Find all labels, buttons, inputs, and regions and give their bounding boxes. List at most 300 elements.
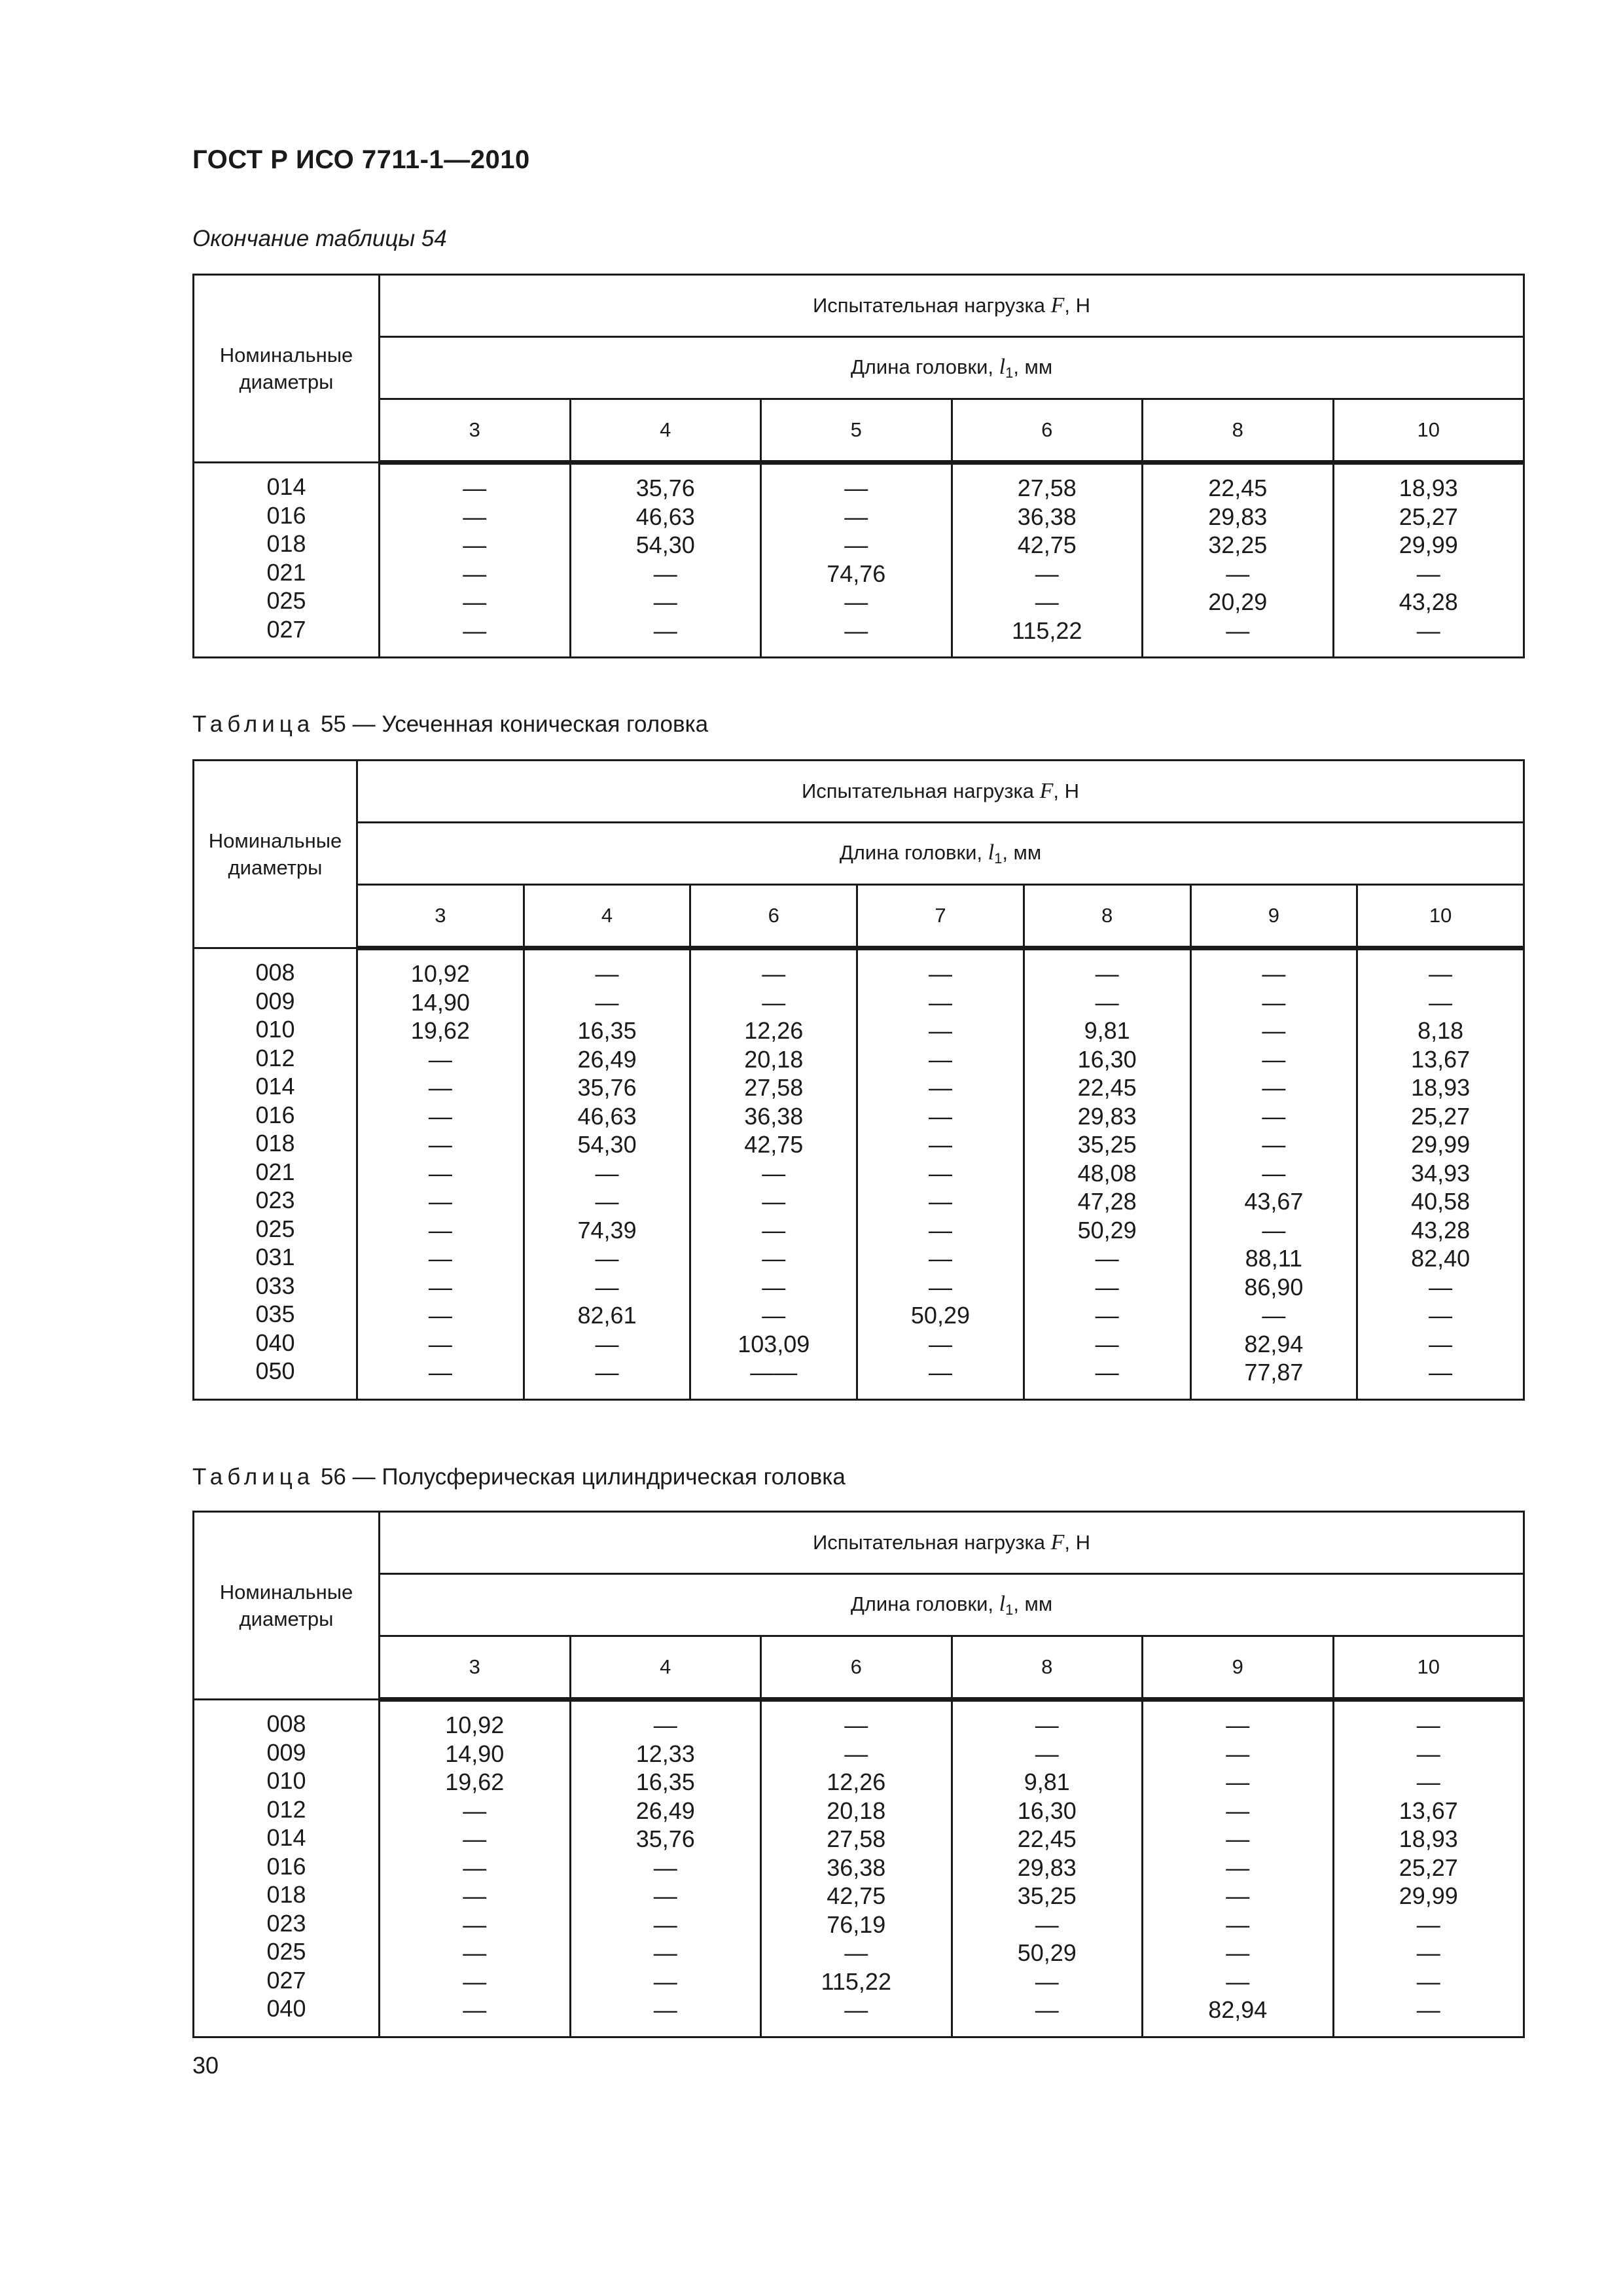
load-value: 13,67 — [1411, 1045, 1471, 1073]
table55-caption-word: Таблица — [192, 711, 315, 737]
load-value: — — [1035, 1740, 1059, 1767]
length-header — [380, 1574, 1524, 1636]
load-value: — — [428, 1245, 452, 1272]
load-value: — — [463, 1939, 487, 1966]
load-value: 18,93 — [1399, 1825, 1458, 1852]
load-value: — — [1429, 1302, 1453, 1329]
document-code: ГОСТ Р ИСО 7711-1—2010 — [192, 145, 530, 174]
load-value: 42,75 — [744, 1131, 804, 1158]
diameter-value: 008 — [255, 959, 295, 986]
diameter-cell — [194, 1700, 380, 2037]
load-value: — — [928, 1188, 952, 1215]
diameter-value: 012 — [255, 1044, 295, 1071]
diameter-cell — [194, 948, 357, 1400]
load-value: — — [463, 503, 487, 530]
diameter-value: 014 — [266, 1824, 306, 1851]
value-cell — [1143, 1700, 1334, 2037]
load-value: — — [428, 1074, 452, 1101]
value-cell — [952, 1700, 1143, 2037]
value-cell — [1333, 1700, 1524, 2037]
load-value: — — [1095, 1359, 1119, 1386]
column-header: 8 — [1143, 399, 1334, 463]
column-header: 3 — [380, 1636, 571, 1700]
load-value: — — [844, 1996, 868, 2023]
load-value: 103,09 — [738, 1330, 810, 1357]
load-value: — — [1416, 1939, 1440, 1966]
diameter-value: 031 — [255, 1244, 295, 1270]
load-value: — — [463, 1854, 487, 1881]
value-cell — [380, 1700, 571, 2037]
load-value: 29,83 — [1208, 503, 1268, 530]
load-value: 19,62 — [445, 1768, 505, 1795]
table-row — [194, 948, 1524, 1400]
load-value: — — [463, 1996, 487, 2023]
load-value: 47,28 — [1077, 1188, 1137, 1215]
diameter-value: 008 — [266, 1710, 306, 1737]
load-value: — — [428, 1159, 452, 1187]
table55-caption — [192, 711, 708, 738]
load-value: 50,29 — [1017, 1939, 1077, 1966]
diameter-value: 025 — [255, 1215, 295, 1242]
diameter-value: 033 — [255, 1272, 295, 1299]
load-value: 54,30 — [577, 1131, 637, 1158]
load-value: — — [844, 1740, 868, 1767]
table55-caption-title: 55 — Усеченная коническая головка — [314, 711, 709, 737]
load-value: — — [1262, 1017, 1286, 1044]
table56-caption-title: 56 — Полусферическая цилиндрическая головка — [314, 1464, 846, 1490]
load-value: — — [844, 617, 868, 644]
load-value: 29,83 — [1077, 1102, 1137, 1130]
load-value: — — [1226, 1882, 1250, 1909]
load-value: — — [428, 1273, 452, 1300]
column-header: 3 — [357, 885, 524, 948]
table56-caption — [192, 1464, 846, 1490]
load-value: 12,33 — [635, 1740, 695, 1767]
load-value: — — [1035, 1712, 1059, 1738]
diameter-value: 016 — [266, 501, 306, 529]
load-value: — — [1429, 1330, 1453, 1357]
load-value: 32,25 — [1208, 531, 1268, 558]
load-value: — — [1429, 960, 1453, 987]
load-value: — — [1095, 960, 1119, 987]
load-value: — — [762, 1245, 786, 1272]
diameter-value: 023 — [255, 1187, 295, 1213]
length-header-unit: , мм — [1002, 840, 1042, 864]
column-header: 6 — [952, 399, 1143, 463]
load-value: — — [1262, 988, 1286, 1016]
diameter-value: 040 — [255, 1329, 295, 1356]
table-56 — [192, 1511, 1525, 2038]
value-cell — [570, 463, 761, 658]
load-value: — — [1226, 1797, 1250, 1824]
load-value: — — [1262, 1102, 1286, 1130]
load-value: — — [428, 1102, 452, 1130]
load-value: — — [595, 1330, 619, 1357]
table-55 — [192, 759, 1525, 1401]
load-value: 86,90 — [1244, 1273, 1304, 1300]
column-header: 9 — [1143, 1636, 1334, 1700]
load-value: — — [653, 1939, 677, 1966]
load-value: — — [1226, 1768, 1250, 1795]
load-value: — — [595, 988, 619, 1016]
value-cell — [1357, 948, 1524, 1400]
page-number: 30 — [192, 2052, 219, 2079]
load-header — [357, 761, 1524, 823]
value-cell — [524, 948, 690, 1400]
load-value: — — [653, 1996, 677, 2023]
value-cell — [761, 463, 952, 658]
load-value: 115,22 — [1012, 617, 1082, 644]
load-value: 50,29 — [1077, 1216, 1137, 1244]
load-header-unit: , Н — [1053, 780, 1080, 802]
length-header-text: Длина головки, — [850, 355, 999, 378]
length-header-unit: , мм — [1013, 1592, 1053, 1615]
load-value: 43,67 — [1244, 1188, 1304, 1215]
column-header: 7 — [857, 885, 1024, 948]
load-value: — — [762, 960, 786, 987]
diameter-header-line1: Номинальные — [219, 1581, 353, 1604]
load-value: — — [762, 1302, 786, 1329]
load-value: — — [928, 1330, 952, 1357]
load-value: — — [653, 1967, 677, 1995]
load-value: — — [928, 1359, 952, 1386]
load-value: — — [844, 531, 868, 558]
load-value: — — [428, 1359, 452, 1386]
header-row-length — [194, 823, 1524, 885]
load-value: 46,63 — [577, 1102, 637, 1130]
load-value: — — [928, 960, 952, 987]
length-header — [380, 337, 1524, 399]
column-header: 4 — [524, 885, 690, 948]
diameter-header — [194, 275, 380, 463]
load-value: 76,19 — [827, 1910, 886, 1938]
load-value: — — [1226, 1740, 1250, 1767]
load-value: — — [595, 1159, 619, 1187]
value-cell — [761, 1700, 952, 2037]
column-header: 10 — [1333, 399, 1524, 463]
load-value: — — [928, 1245, 952, 1272]
load-value: — — [1416, 1768, 1440, 1795]
load-value: — — [1095, 988, 1119, 1016]
table56-caption-word: Таблица — [192, 1464, 315, 1490]
load-value: 29,83 — [1017, 1854, 1077, 1881]
diameter-value: 009 — [255, 987, 295, 1014]
table-row — [194, 463, 1524, 658]
load-value: — — [1429, 988, 1453, 1016]
load-value: — — [653, 1854, 677, 1881]
load-value: 20,29 — [1208, 588, 1268, 615]
column-header: 4 — [570, 399, 761, 463]
column-header: 4 — [570, 1636, 761, 1700]
load-header-unit: , Н — [1064, 294, 1091, 317]
column-header: 5 — [761, 399, 952, 463]
load-value: — — [844, 503, 868, 530]
column-header: 6 — [761, 1636, 952, 1700]
load-value: 29,99 — [1399, 1882, 1458, 1909]
load-value: — — [1226, 560, 1250, 587]
diameter-value: 040 — [266, 1995, 306, 2022]
load-value: — — [653, 1882, 677, 1909]
diameter-value: 014 — [266, 473, 306, 500]
length-header-text: Длина головки, — [850, 1592, 999, 1615]
load-value: 35,76 — [577, 1074, 637, 1101]
column-header: 8 — [952, 1636, 1143, 1700]
load-value: 20,18 — [744, 1045, 804, 1073]
value-cell — [690, 948, 857, 1400]
load-value: — — [1226, 1854, 1250, 1881]
load-value: — — [595, 960, 619, 987]
load-value: 16,30 — [1017, 1797, 1077, 1824]
load-value: 9,81 — [1084, 1017, 1130, 1044]
load-value: — — [595, 1245, 619, 1272]
diameter-value: 027 — [266, 1966, 306, 1994]
load-value: 54,30 — [635, 531, 695, 558]
diameter-header-line1: Номинальные — [219, 344, 353, 367]
load-value: — — [1035, 560, 1059, 587]
load-value: — — [844, 1939, 868, 1966]
load-value: — — [1416, 1712, 1440, 1738]
value-cell — [380, 463, 571, 658]
load-value: 50,29 — [910, 1302, 970, 1329]
load-value: — — [928, 1131, 952, 1158]
load-value: 8,18 — [1418, 1017, 1464, 1044]
diameter-value: 016 — [266, 1852, 306, 1880]
load-value: — — [595, 1188, 619, 1215]
load-header-text: Испытательная нагрузка — [812, 294, 1051, 317]
diameter-value: 027 — [266, 615, 306, 643]
length-header — [357, 823, 1524, 885]
length-header-text: Длина головки, — [839, 840, 988, 864]
load-value: — — [653, 1910, 677, 1938]
load-value: — — [1226, 1712, 1250, 1738]
diameter-cell — [194, 463, 380, 658]
load-value: 27,58 — [744, 1074, 804, 1101]
load-value: 16,30 — [1077, 1045, 1137, 1073]
load-value: — — [463, 617, 487, 644]
load-value: — — [428, 1045, 452, 1073]
diameter-value: 035 — [255, 1300, 295, 1327]
value-cell — [952, 463, 1143, 658]
load-value: 88,11 — [1245, 1245, 1303, 1272]
load-value: 27,58 — [827, 1825, 886, 1852]
load-value: — — [928, 1273, 952, 1300]
load-value: — — [844, 1712, 868, 1738]
load-value: — — [428, 1330, 452, 1357]
load-value: — — [1262, 960, 1286, 987]
load-header-text: Испытательная нагрузка — [801, 780, 1040, 802]
load-value: 16,35 — [577, 1017, 637, 1044]
diameter-value: 021 — [255, 1158, 295, 1185]
column-header: 10 — [1357, 885, 1524, 948]
load-value: 19,62 — [410, 1017, 470, 1044]
diameter-value: 012 — [266, 1795, 306, 1823]
load-value: — — [1429, 1273, 1453, 1300]
load-value: 26,49 — [577, 1045, 637, 1073]
load-value: — — [463, 1882, 487, 1909]
diameter-value: 016 — [255, 1101, 295, 1128]
diameter-value: 018 — [266, 1881, 306, 1908]
load-value: 22,45 — [1077, 1074, 1137, 1101]
column-header: 6 — [690, 885, 857, 948]
load-value: — — [928, 1017, 952, 1044]
load-value: — — [1416, 1740, 1440, 1767]
load-value: 115,22 — [821, 1967, 891, 1995]
load-value: — — [844, 475, 868, 501]
load-value: 10,92 — [410, 960, 470, 987]
load-value: — — [762, 1188, 786, 1215]
diameter-value: 014 — [255, 1073, 295, 1100]
load-value: — — [1416, 560, 1440, 587]
load-value: 36,38 — [827, 1854, 886, 1881]
load-value: 22,45 — [1017, 1825, 1077, 1852]
load-value: — — [595, 1273, 619, 1300]
length-header-subscript: 1 — [1005, 364, 1014, 381]
load-value: 42,75 — [1017, 531, 1077, 558]
load-value: — — [1416, 1910, 1440, 1938]
load-value: — — [1262, 1131, 1286, 1158]
load-value: — — [463, 1797, 487, 1824]
load-value: — — [762, 1159, 786, 1187]
load-value: 25,27 — [1411, 1102, 1471, 1130]
load-value: — — [1226, 1910, 1250, 1938]
load-value: — — [1035, 588, 1059, 615]
load-value: — — [1095, 1273, 1119, 1300]
load-header — [380, 275, 1524, 337]
length-header-subscript: 1 — [994, 850, 1003, 867]
load-value: 35,25 — [1017, 1882, 1077, 1909]
load-value: — — [428, 1302, 452, 1329]
load-value: 48,08 — [1077, 1159, 1137, 1187]
load-value: — — [1262, 1216, 1286, 1244]
column-header: 8 — [1024, 885, 1190, 948]
table-row — [194, 1700, 1524, 2037]
load-value: 18,93 — [1411, 1074, 1471, 1101]
diameter-value: 025 — [266, 1938, 306, 1965]
column-header: 10 — [1333, 1636, 1524, 1700]
load-value: 10,92 — [445, 1712, 505, 1738]
load-value: 82,94 — [1208, 1996, 1268, 2023]
load-value: — — [428, 1131, 452, 1158]
load-value: — — [1416, 617, 1440, 644]
load-value: — — [1226, 1825, 1250, 1852]
load-value: — — [653, 560, 677, 587]
table-54 — [192, 274, 1525, 658]
load-value: 20,18 — [827, 1797, 886, 1824]
load-value: 43,28 — [1411, 1216, 1471, 1244]
load-value: — — [463, 475, 487, 501]
header-row-load — [194, 275, 1524, 337]
load-value: 74,76 — [827, 560, 886, 587]
load-value: — — [1429, 1359, 1453, 1386]
load-value: — — [928, 1102, 952, 1130]
load-value: — — [1035, 1996, 1059, 2023]
load-value: — — [653, 588, 677, 615]
load-value: 42,75 — [827, 1882, 886, 1909]
load-value: 46,63 — [635, 503, 695, 530]
load-value: 16,35 — [635, 1768, 695, 1795]
load-value: 27,58 — [1017, 475, 1077, 501]
column-header: 9 — [1190, 885, 1357, 948]
load-value: — — [762, 1216, 786, 1244]
load-value: — — [1262, 1074, 1286, 1101]
diameter-header-line2: диаметры — [228, 856, 323, 879]
load-value: 18,93 — [1399, 475, 1458, 501]
load-value: — — [428, 1188, 452, 1215]
load-value: 29,99 — [1411, 1131, 1471, 1158]
value-cell — [1143, 463, 1334, 658]
load-value: 25,27 — [1399, 1854, 1458, 1881]
load-value: — — [1035, 1967, 1059, 1995]
load-value: 43,28 — [1399, 588, 1458, 615]
load-value: — — [1262, 1045, 1286, 1073]
load-header-unit: , Н — [1064, 1531, 1091, 1554]
load-value: 82,40 — [1411, 1245, 1471, 1272]
load-value: — — [1226, 1939, 1250, 1966]
diameter-value: 021 — [266, 558, 306, 586]
header-row-load — [194, 761, 1524, 823]
header-row-length — [194, 1574, 1524, 1636]
column-header: 3 — [380, 399, 571, 463]
load-value: 35,76 — [635, 1825, 695, 1852]
diameter-value: 018 — [255, 1130, 295, 1157]
length-header-symbol: l — [999, 1591, 1006, 1616]
load-value: — — [1262, 1159, 1286, 1187]
load-value: — — [1226, 617, 1250, 644]
diameter-value: 010 — [266, 1767, 306, 1794]
load-value: 40,58 — [1411, 1188, 1471, 1215]
load-value: 36,38 — [1017, 503, 1077, 530]
diameter-header-line2: диаметры — [239, 1607, 334, 1630]
header-row-length — [194, 337, 1524, 399]
load-value: — — [463, 588, 487, 615]
load-value: — — [463, 531, 487, 558]
load-value: 22,45 — [1208, 475, 1268, 501]
load-value: — — [463, 560, 487, 587]
length-header-symbol: l — [988, 840, 995, 865]
load-header — [380, 1512, 1524, 1574]
length-header-unit: , мм — [1013, 355, 1053, 378]
load-value: 35,25 — [1077, 1131, 1137, 1158]
load-header-symbol: F — [1039, 779, 1054, 803]
load-value: — — [1226, 1967, 1250, 1995]
load-value: 25,27 — [1399, 503, 1458, 530]
load-value: — — [463, 1967, 487, 1995]
load-value: — — [928, 988, 952, 1016]
diameter-value: 009 — [266, 1738, 306, 1766]
load-value: — — [463, 1910, 487, 1938]
load-value: — — [928, 1216, 952, 1244]
length-header-symbol: l — [999, 354, 1006, 379]
diameter-header — [194, 1512, 380, 1700]
header-row-load — [194, 1512, 1524, 1574]
load-value: — — [595, 1359, 619, 1386]
load-value: — — [653, 1712, 677, 1738]
load-value: 14,90 — [410, 988, 470, 1016]
load-value: 35,76 — [635, 475, 695, 501]
load-value: 77,87 — [1244, 1359, 1304, 1386]
load-value: 36,38 — [744, 1102, 804, 1130]
load-header-symbol: F — [1050, 1530, 1065, 1554]
header-row-columns — [194, 885, 1524, 948]
load-value: — — [463, 1825, 487, 1852]
load-value: — — [928, 1074, 952, 1101]
load-value: —— — [750, 1359, 798, 1386]
load-value: — — [762, 1273, 786, 1300]
value-cell — [1024, 948, 1190, 1400]
load-value: 9,81 — [1024, 1768, 1070, 1795]
load-value: 12,26 — [744, 1017, 804, 1044]
diameter-header-line1: Номинальные — [208, 829, 342, 852]
